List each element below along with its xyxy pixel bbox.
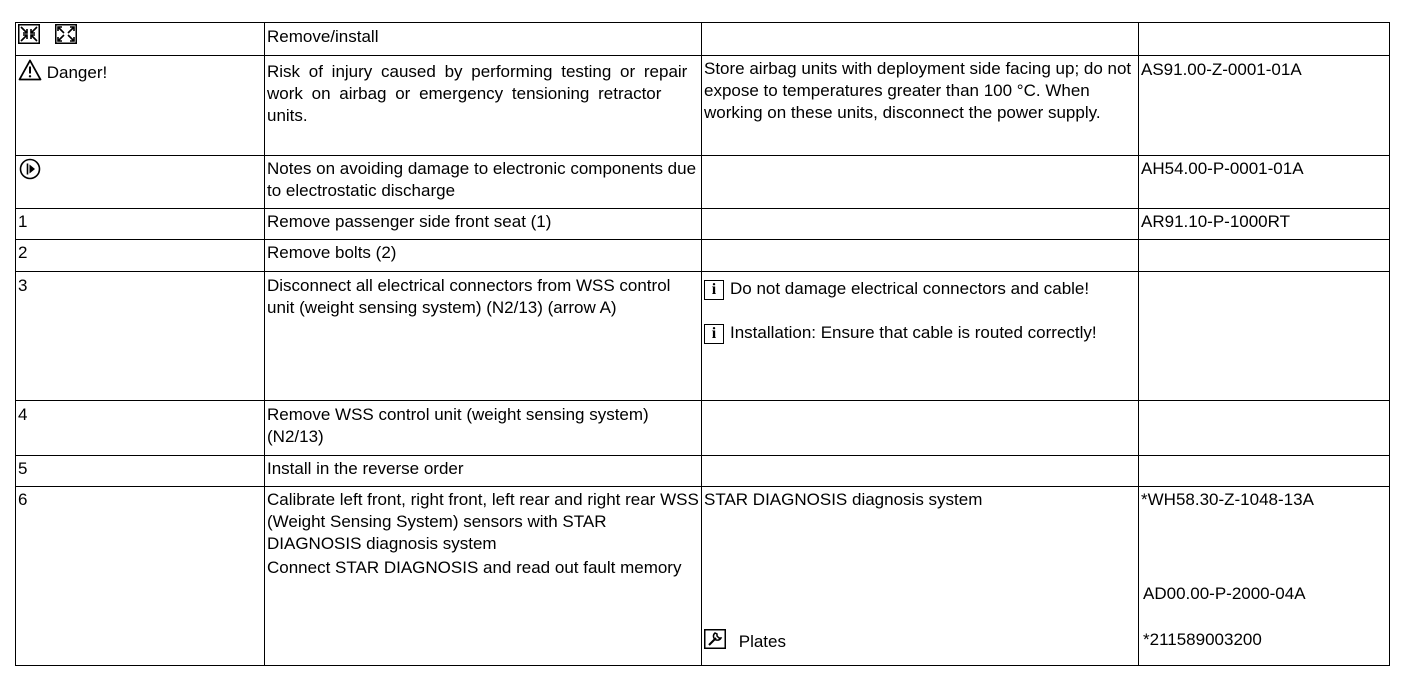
danger-label-cell: [16, 56, 265, 156]
tool-icon: [704, 629, 726, 655]
step-text: Remove WSS control unit (weight sensing system) (N2/13): [265, 401, 702, 456]
page-title: Remove/install: [265, 23, 702, 56]
table-row: [16, 272, 1390, 401]
step-number: 5: [16, 456, 265, 487]
step-text: Remove passenger side front seat (1): [265, 209, 702, 240]
step-number: 4: [16, 401, 265, 456]
step-notes-cell: [702, 272, 1139, 401]
danger-instruction: Store airbag units with deployment side facing up; do not expose to temperatures greater than 100 °C. When working on these units, disconnect the power supply.: [702, 56, 1139, 156]
step-reference[interactable]: AR91.10-P-1000RT: [1139, 209, 1390, 240]
step-text: Install in the reverse order: [265, 456, 702, 487]
table-row-header: [16, 23, 1390, 56]
plates-label: Plates: [738, 632, 786, 651]
plates-line: [704, 629, 786, 655]
tool-name: STAR DIAGNOSIS diagnosis system: [704, 490, 983, 509]
step-number: 6: [16, 487, 265, 666]
danger-label: Danger!: [46, 63, 108, 82]
table-row-esd: [16, 156, 1390, 209]
info-icon: i: [704, 280, 724, 300]
note-text: Installation: Ensure that cable is routed correctly!: [730, 323, 1097, 342]
step-text: Disconnect all electrical connectors from WSS control unit (weight sensing system) (N2/13) (arrow A): [265, 272, 702, 401]
header-icons-cell: [16, 23, 265, 56]
note-text: Do not damage electrical connectors and cable!: [730, 279, 1090, 298]
table-row-danger: [16, 56, 1390, 156]
procedure-table: [15, 22, 1390, 666]
step-text-cell: [265, 487, 702, 666]
step-text: Connect STAR DIAGNOSIS and read out fault memory: [267, 558, 682, 577]
step-text: Calibrate left front, right front, left rear and right rear WSS (Weight Sensing System) sensors with STAR DIAGNOSIS diagnosis system: [267, 490, 699, 553]
esd-warning-icon: [18, 158, 42, 186]
warning-triangle-icon: [18, 59, 42, 87]
step-tool-cell: [702, 487, 1139, 666]
table-row: [16, 401, 1390, 456]
esd-description: Notes on avoiding damage to electronic components due to electrostatic discharge: [265, 156, 702, 209]
step-reference-cell: [1139, 487, 1390, 666]
danger-reference[interactable]: AS91.00-Z-0001-01A: [1139, 56, 1390, 156]
esd-reference[interactable]: AH54.00-P-0001-01A: [1139, 156, 1390, 209]
step-text: Remove bolts (2): [265, 240, 702, 272]
table-row: [16, 487, 1390, 666]
step-reference[interactable]: *211589003200: [1143, 630, 1262, 649]
esd-icon-cell: [16, 156, 265, 209]
step-reference[interactable]: *WH58.30-Z-1048-13A: [1141, 490, 1314, 509]
step-reference[interactable]: AD00.00-P-2000-04A: [1143, 584, 1306, 603]
step-number: 1: [16, 209, 265, 240]
table-row: [16, 209, 1390, 240]
table-row: [16, 240, 1390, 272]
collapse-arrows-icon[interactable]: [18, 24, 40, 50]
step-note: [704, 278, 1136, 300]
table-row: [16, 456, 1390, 487]
step-number: 2: [16, 240, 265, 272]
step-number: 3: [16, 272, 265, 401]
danger-description: Risk of injury caused by performing testing or repair work on airbag or emergency tensioning retractor units.: [265, 56, 702, 156]
step-note: [704, 322, 1136, 344]
expand-arrows-icon[interactable]: [55, 24, 77, 50]
info-icon: i: [704, 324, 724, 344]
